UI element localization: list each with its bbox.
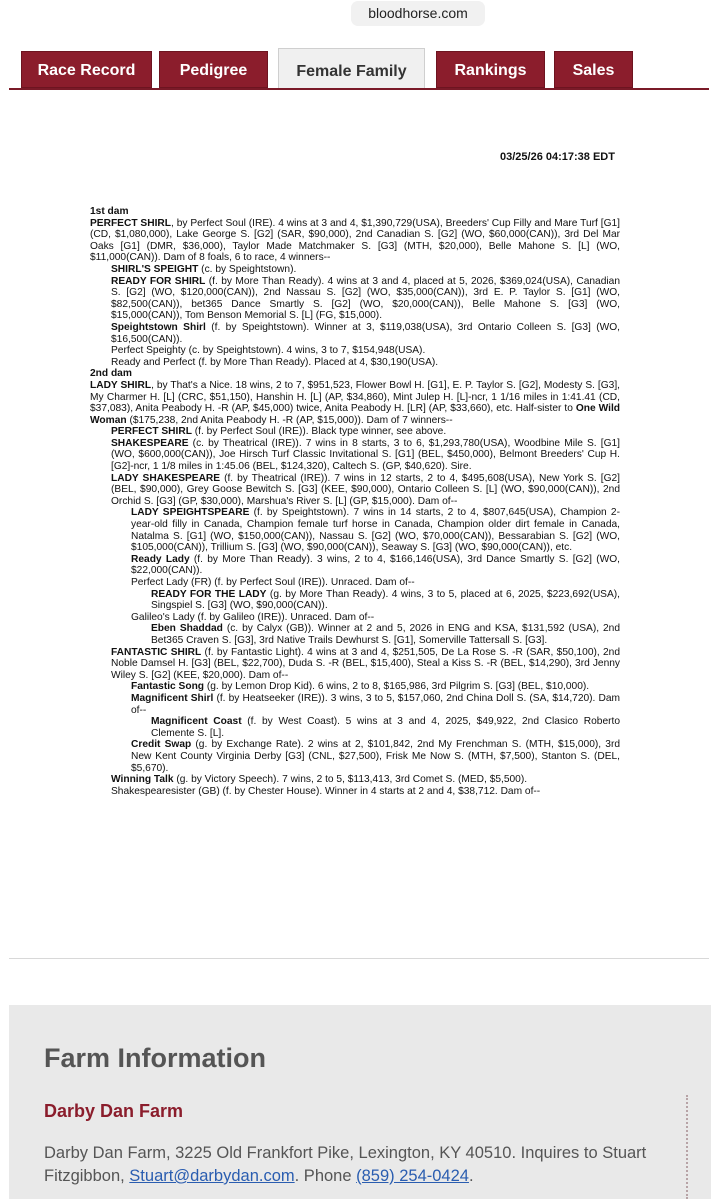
content-divider <box>9 958 709 959</box>
entry-ready-for-shirl <box>90 276 620 322</box>
entry-text: (g. by Exchange Rate). 2 wins at 2, $101,842, 2nd My Frenchman S. (MTH, $15,000), 3rd New Kent County Virginia Derby [G3] (CNL, $27,500), Frisk Me Now S. (MTH, $7,500), Stanton S. (DEL, $5,670). <box>131 739 621 774</box>
entry-text: (c. by Theatrical (IRE)). 7 wins in 8 starts, 3 to 6, $1,293,780(USA), Woodbine Mile S. [G1] (WO, $600,000(CAN)), Joe Hirsch Turf Classic Invitational S. [G1] (BEL, $450,000), Belmont Breeders' Cup H. [G2]-ncr, 1 1/8 miles in 1:45.06 (BEL, $124,320), Caltech S. (GP, $40,620). Sire. <box>111 437 620 473</box>
entry-speightstown-shirl <box>90 322 620 345</box>
farm-contact-text <box>44 1142 674 1188</box>
section-heading-1st-dam: 1st dam <box>90 206 129 217</box>
entry-text: (f. by Speightstown). 7 wins in 14 starts, 2 to 4, $807,645(USA), Champion 2-year-old filly in Canada, Champion female turf horse in Canada, Champion older dirt female in Canada, Natalma S. [G1] (WO, $150,000(CAN)), Nassau S. [G2] (WO, $70,000(CAN)), Bessarabian S. [G2] (WO, $105,000(CAN)), Trillium S. [G3] (WO, $90,000(CAN)), Seaway S. [G3] (WO, $90,000(CAN)), etc. <box>131 507 620 554</box>
entry-fantastic-song <box>90 681 620 693</box>
entry-text: (f. by Heatseeker (IRE)). 3 wins, 3 to 5, $157,060, 2nd China Doll S. (SA, $14,720). Dam of-- <box>131 692 620 716</box>
horse-name: LADY SHAKESPEARE <box>111 472 221 484</box>
report-timestamp: 03/25/26 04:17:38 EDT <box>500 151 615 163</box>
entry-winning-talk <box>90 774 620 786</box>
entry-lady-speightspeare <box>90 507 620 553</box>
horse-name: FANTASTIC SHIRL <box>111 646 202 658</box>
entry-magnificent-coast <box>90 716 620 739</box>
horse-name: Magnificent Shirl <box>131 692 214 704</box>
entry-text: (g. by Lemon Drop Kid). 6 wins, 2 to 8, $165,986, 3rd Pilgrim S. [G3] (BEL, $10,000). <box>204 681 590 693</box>
entry-perfect-shirl <box>90 218 620 264</box>
horse-name: READY FOR SHIRL <box>111 275 206 287</box>
horse-name: READY FOR THE LADY <box>151 588 267 600</box>
entry-ready-for-the-lady <box>90 589 620 612</box>
entry-eben-shaddad <box>90 623 620 646</box>
horse-name: SHIRL'S SPEIGHT <box>111 263 199 275</box>
entry-ready-and-perfect: Ready and Perfect (f. by More Than Ready). Placed at 4, $30,190(USA). <box>111 356 439 368</box>
horse-name: SHAKESPEARE <box>111 437 189 449</box>
tab-female-family[interactable]: Female Family <box>278 48 425 90</box>
farm-information-heading: Farm Information <box>44 1043 267 1073</box>
farm-phone-link[interactable]: (859) 254-0424 <box>356 1167 469 1185</box>
entry-text: , by That's a Nice. 18 wins, 2 to 7, $951,523, Flower Bowl H. [G1], E. P. Taylor S. [G2], Modesty S. [G3], My Charmer H. [L] (CRC, $51,150), Hanshin H. [L] (AP, $34,860), Mint Julep H. [L]-ncr, 1 1/16 miles in 1:41.41 (CD, $37,083), Anita Peabody H. -R (AP, $45,000) twice, Anita Peabody H. [LR] (AP, $33,660), etc. Half-sister to <box>90 379 620 415</box>
url-bar[interactable]: bloodhorse.com <box>351 1 485 26</box>
phone-prefix: . Phone <box>294 1167 357 1185</box>
horse-name: LADY SHIRL <box>90 379 152 391</box>
entry-text: (f. by Fantastic Light). 4 wins at 3 and 4, $251,505, De La Rose S. -R (SAR, $50,100), 2nd Noble Damsel H. [G3] (BEL, $22,700), Duda S. -R (BEL, $15,400), Steal a Kiss S. -R (BEL, $14,290), 3rd Jenny Wiley S. [G2] (KEE, $20,000). Dam of-- <box>111 646 620 681</box>
entry-text: (f. by West Coast). 5 wins at 3 and 4, 2025, $49,922, 2nd Clasico Roberto Clemente S. [L]. <box>151 716 621 739</box>
entry-text: (f. by Speightstown). Winner at 3, $119,038(USA), 3rd Ontario Colleen S. [G3] (WO, $16,500(CAN)). <box>111 321 620 345</box>
tab-pedigree[interactable]: Pedigree <box>159 51 268 88</box>
dotted-divider <box>686 1095 688 1199</box>
farm-information-panel <box>9 1005 711 1199</box>
entry-perfect-lady: Perfect Lady (FR) (f. by Perfect Soul (IRE)). Unraced. Dam of-- <box>131 577 415 588</box>
entry-fantastic-shirl <box>90 647 620 682</box>
entry-ready-lady <box>90 554 620 577</box>
horse-name: Magnificent Coast <box>151 716 242 728</box>
horse-name: Fantastic Song <box>131 681 205 693</box>
entry-text: (f. by Perfect Soul (IRE)). Black type winner, see above. <box>191 426 447 438</box>
entry-text: (f. by Theatrical (IRE)). 7 wins in 12 starts, 2 to 4, $495,608(USA), New York S. [G2] (BEL, $90,000), Grey Goose Bewitch S. [G3] (KEE, $90,000), Ontario Colleen S. [L] (WO, $90,000(CAN)), 2nd Orchid S. [G3] (GP, $30,000), Marshua's River S. [L] (GP, $15,000). Dam of-- <box>111 472 620 507</box>
tab-race-record[interactable]: Race Record <box>21 51 152 88</box>
text-suffix: . <box>468 1167 474 1185</box>
tab-rankings[interactable]: Rankings <box>436 51 545 88</box>
horse-name: Ready Lady <box>131 553 190 565</box>
half-sister-link[interactable]: One Wild Woman <box>90 403 621 426</box>
entry-text: (g. by Victory Speech). 7 wins, 2 to 5, $113,413, 3rd Comet S. (MED, $5,500). <box>173 774 528 786</box>
section-heading-2nd-dam: 2nd dam <box>90 368 132 380</box>
entry-text: (c. by Speightstown). <box>198 263 297 275</box>
entry-perfect-shirl-2 <box>90 426 620 438</box>
farm-address: Darby Dan Farm, 3225 Old Frankfort Pike, Lexington, KY 40510. Inquires to Stuart Fitzgibbon, <box>44 1144 647 1185</box>
horse-name: Winning Talk <box>111 774 174 786</box>
entry-text: (c. by Calyx (GB)). Winner at 2 and 5, 2026 in ENG and KSA, $131,592 (USA), 2nd Bet365 Craven S. [G3], 3rd Native Trails Dewhurst S. [G1], Somerville Tattersall S. [G3]. <box>151 623 620 646</box>
horse-name: LADY SPEIGHTSPEARE <box>131 507 250 519</box>
entry-lady-shirl <box>90 380 620 426</box>
horse-name: Credit Swap <box>131 739 192 751</box>
tabs-underline <box>9 88 709 90</box>
horse-name: Eben Shaddad <box>151 623 223 635</box>
entry-text: (f. by More Than Ready). 4 wins at 3 and 4, placed at 5, 2026, $369,024(USA), Canadian S. [G2] (WO, $120,000(CAN)), 2nd Nassau S. [G2] (WO, $35,000(CAN)), 3rd E. P. Taylor S. [G1] (WO, $82,500(CAN)), bet365 Dance Smartly S. [G2] (WO, $20,000(CAN)), Belle Mahone S. [G3] (WO, $15,000(CAN)), Tom Benson Memorial S. [L] (FG, $15,000). <box>111 275 620 322</box>
entry-text: , by Perfect Soul (IRE). 4 wins at 3 and 4, $1,390,729(USA), Breeders' Cup Filly and Mare Turf [G1] (CD, $1,080,000), Lake George S. [G2] (SAR, $90,000), 2nd Canadian S. [G2] (WO, $60,000(CAN)), 3rd Del Mar Oaks [G1] (DMR, $36,000), Taylor Made Matchmaker S. [G3] (MTH, $20,000), Belle Mahone S. [L] (WO, $11,000(CAN)). Dam of 8 foals, 6 to race, 4 winners-- <box>90 217 620 264</box>
entry-perfect-speighty: Perfect Speighty (c. by Speightstown). 4 wins, 3 to 7, $154,948(USA). <box>111 345 426 357</box>
entry-shakespeare <box>90 438 620 473</box>
farm-name: Darby Dan Farm <box>44 1101 184 1121</box>
entry-text: (f. by More Than Ready). 3 wins, 2 to 4, $166,146(USA), 3rd Dance Smartly S. [G2] (WO, $22,000(CAN)). <box>131 553 620 577</box>
entry-lady-shakespeare <box>90 473 620 508</box>
entry-shirls-speight <box>90 264 620 276</box>
entry-shakespearesister: Shakespearesister (GB) (f. by Chester House). Winner in 4 starts at 2 and 4, $38,712. Dam of-- <box>111 785 541 797</box>
female-family-report <box>90 206 620 797</box>
horse-name: PERFECT SHIRL <box>111 426 192 438</box>
entry-magnificent-shirl <box>90 693 620 716</box>
horse-name: Speightstown Shirl <box>111 321 206 333</box>
entry-galileos-lady: Galileo's Lady (f. by Galileo (IRE)). Unraced. Dam of-- <box>131 611 375 623</box>
entry-text-cont: ($175,238, 2nd Anita Peabody H. -R (AP, $15,000)). Dam of 7 winners-- <box>126 414 453 426</box>
entry-text: (g. by More Than Ready). 4 wins, 3 to 5, placed at 6, 2025, $223,692(USA), Singspiel S. [G3] (WO, $90,000(CAN)). <box>151 588 620 612</box>
horse-name: PERFECT SHIRL <box>90 217 171 229</box>
farm-email-link[interactable]: Stuart@darbydan.com <box>129 1167 295 1185</box>
tab-sales[interactable]: Sales <box>554 51 633 88</box>
entry-credit-swap <box>90 739 620 774</box>
